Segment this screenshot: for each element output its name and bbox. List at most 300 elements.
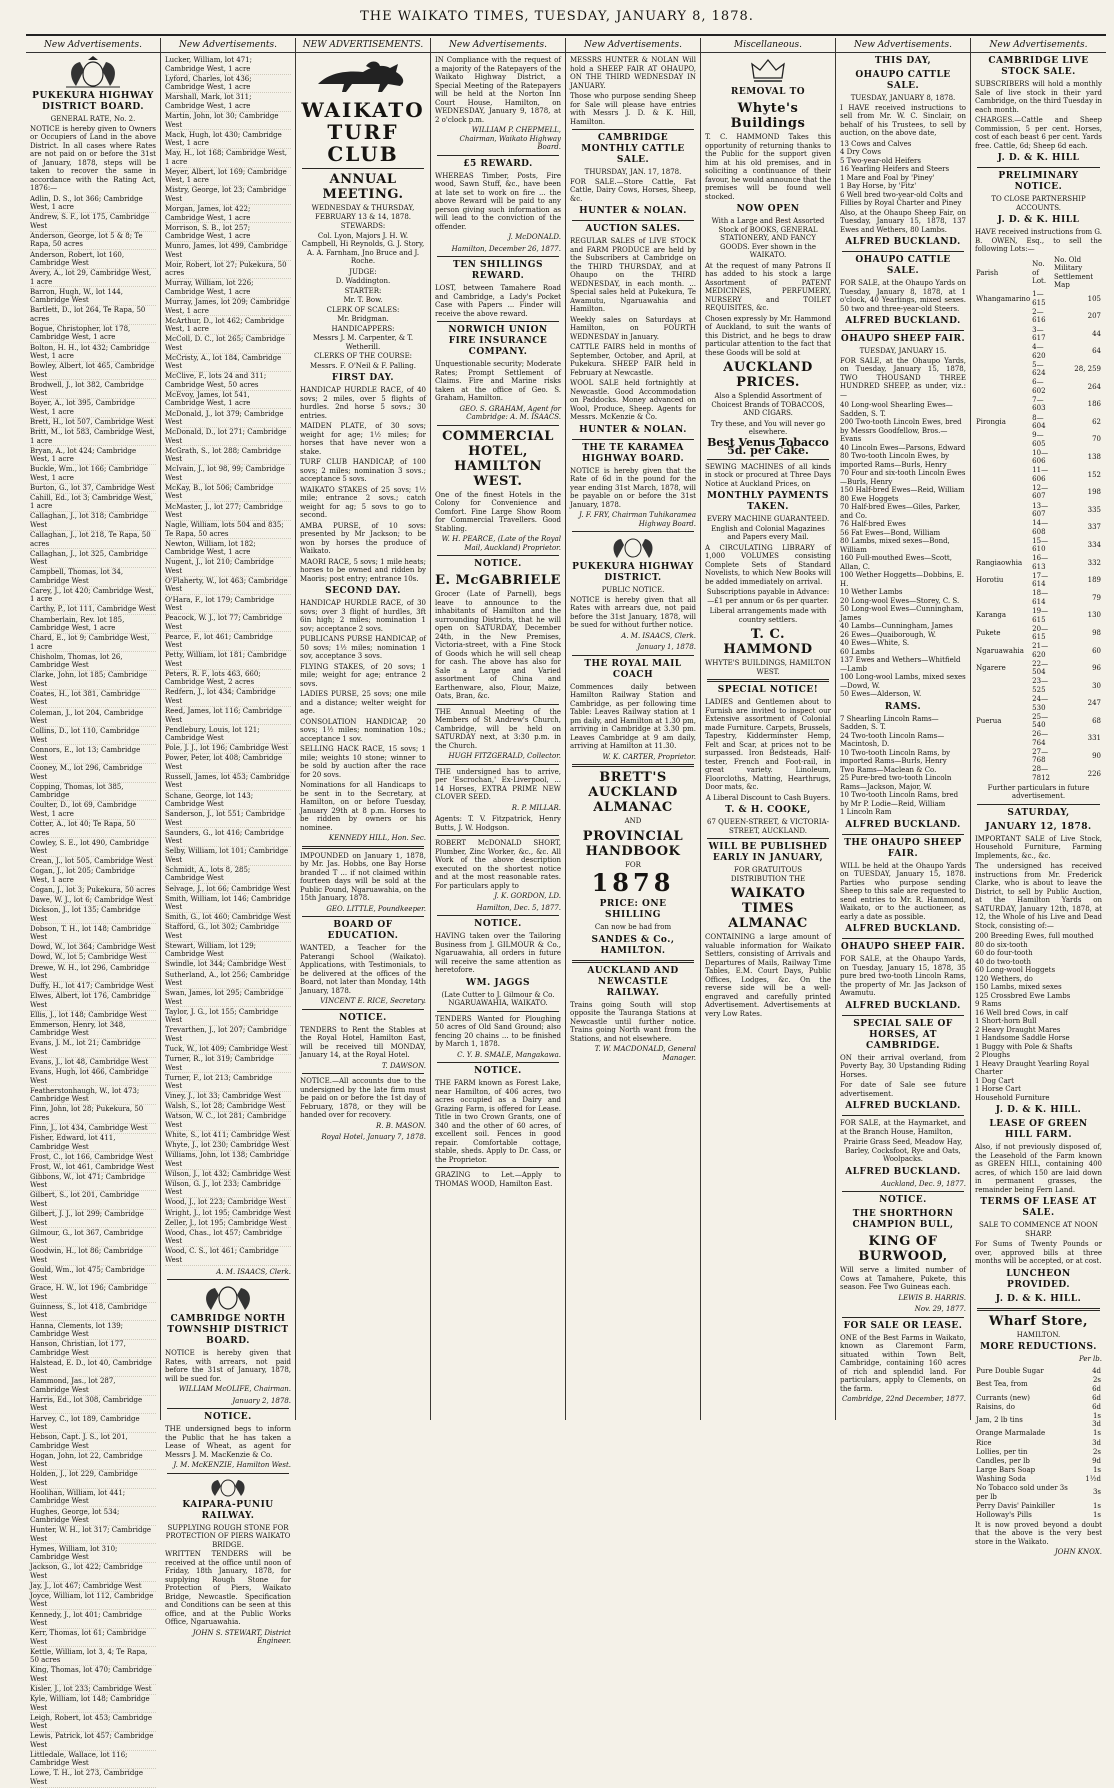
course-clerks: Messrs. F. O'Neil & F. Palling. (310, 361, 416, 370)
ratepayer-entry: Williams, John, lot 138; Cambridge West (165, 1151, 290, 1168)
ratepayer-entry: Peacock, W. J., lot 77; Cambridge West (165, 614, 291, 633)
masthead-rule (26, 34, 1106, 36)
race-event: TURF CLUB HANDICAP, of 100 sovs; 2 miles; nomination 3 sovs.; acceptance 5 sovs. (300, 458, 426, 483)
ratepayer-entry: Elwes, Albert, lot 176, Cambridge West (30, 992, 156, 1011)
notice-title: NORWICH UNION FIRE INSURANCE COMPANY. (448, 325, 548, 357)
signature: WILLIAM P. CHEPMELL, Chairman, Waikato Highway Board. (459, 126, 561, 151)
table-cell: 14—608 (1032, 519, 1049, 536)
notice-title: PUKEKURA HIGHWAY DISTRICT BOARD. (32, 91, 154, 112)
table-row (975, 290, 1102, 308)
date: January 1, 1878. (637, 643, 696, 651)
notice-title: CAMBRIDGE MONTHLY CATTLE SALE. (581, 133, 685, 165)
ratepayer-entry: Lucker, William, lot 471; Cambridge West, 1 acre (165, 56, 291, 75)
ratepayer-entry: Stewart, William, lot 129; Cambridge West (165, 942, 291, 961)
signature: ALFRED BUCKLAND. (845, 1101, 961, 1111)
table-cell: Perry Davis' Painkiller (976, 1501, 1055, 1510)
ratepayer-entry: Frost, W., lot 461, Cambridge West (30, 1162, 156, 1172)
ratepayer-entry: Cogan, J., lot 205; Cambridge West, 1 acre (30, 867, 156, 886)
notice-text: THE undersigned begs to inform the Public that he has taken a Lease of Wheat, as agent for Messrs J. M. MacKenzie & Co. (165, 1425, 291, 1459)
ratepayer-entry: Morgan, James, lot 422; Cambridge West, 1 acre (165, 205, 291, 224)
date: Cambridge, 22nd December, 1877. (841, 1395, 966, 1403)
lot-item: 24 Two-tooth Lincoln Rams—Macintosh, D. (840, 731, 945, 748)
ratepayer-entry: Schane, George, lot 143; Cambridge West (165, 791, 291, 810)
ratepayer-entry: Hogan, John, lot 22, Cambridge West (30, 1451, 156, 1470)
notice-text: FOR SALE, at the Ohaupo Yards, on Tuesday, January 15, 1878, 35 pure bred two-tooth Lincoln Rams, the property of Mr. Jas Jackson of Awamutu. (840, 955, 966, 997)
notice-title: THIS DAY, (874, 56, 932, 66)
race-event: MAIDEN PLATE, of 30 sovs; weight for age; 1½ miles; for horses that have never won a stake. (300, 422, 426, 456)
notice-text: A CIRCULATING LIBRARY of 1,000 VOLUMES consisting Complete Sets of Standard Novelists, to which New Books will be added immediately on arrival. (705, 543, 831, 586)
ratepayer-entry: Chisholm, Thomas, lot 26, Cambridge West (30, 652, 156, 671)
lot-item: 5 Two-year-old Heifers (840, 156, 921, 165)
column-heading: New Advertisements. (971, 38, 1106, 53)
signature: ALFRED BUCKLAND. (845, 316, 961, 326)
date: JANUARY 12, 1878. (985, 821, 1092, 832)
lot-item: 1 Bay Horse, by 'Fitz' (840, 182, 917, 190)
ratepayer-entry: Schmidt, A., lots 8, 285; Cambridge West (165, 866, 291, 885)
notice-text: THE Annual Meeting of the Members of St Andrew's Church, Cambridge, will be held on SATURDAY next, at 3:30 p.m. in the Church. (435, 707, 561, 750)
lot-item: 70 Half-bred Ewes—Giles, Parker, and Co. (840, 503, 961, 520)
ratepayer-entry: Chamberlain, Rev. lot 185, Cambridge West, 1 acre (30, 615, 156, 634)
discount-note: A Liberal Discount to Cash Buyers. (705, 793, 831, 802)
divider (572, 129, 694, 130)
notice-title: THE TE KARAMEA HIGHWAY BOARD. (581, 442, 685, 464)
signature: ALFRED BUCKLAND. (845, 819, 961, 830)
divider (437, 835, 559, 836)
lot-item: 150 Half-bred Ewes—Reid, William (840, 486, 965, 494)
table-row (975, 396, 1102, 414)
table-cell: 98 (1092, 628, 1101, 637)
table-row (975, 308, 1102, 326)
notice-title: NOTICE. (474, 559, 522, 569)
lot-item: 100 Long-wool Lambs, mixed sexes—Dowd, W. (840, 673, 966, 690)
ratepayer-entry: Watson, W. C., lot 281; Cambridge West (165, 1112, 291, 1131)
table-cell: 3—617 (1032, 325, 1046, 343)
column-heading: New Advertisements. (26, 38, 160, 53)
section-head: RAMS. (884, 701, 922, 712)
column-6 (701, 38, 836, 1420)
lot-item: 20 Long-wool Ewes—Storey, C. S. (840, 596, 960, 605)
ratepayer-entry: Britt, M., lot 583, Cambridge West, 1 acre (30, 428, 155, 445)
table-cell: 16—613 (1032, 554, 1049, 571)
table-cell: 2s 6d (1092, 1376, 1101, 1393)
race-event: PUBLICANS PURSE HANDICAP, of 50 sovs; 1½ miles; nomination 1 sov, acceptance 3 sovs. (300, 635, 426, 660)
notice-text: HAVING taken over the Tailoring Business from J. GILMOUR & Co., Ngaruawahia, all orders in future will receive the same attention as heretofore. (435, 932, 561, 974)
table-cell: 1—615 (1032, 290, 1046, 307)
section-head: HANDICAPPERS: (331, 324, 395, 333)
notice-title: THE ROYAL MAIL COACH (584, 658, 682, 680)
notice-text: FOR SALE, at the Ohaupo Yards on Tuesday, January 8, 1878, at 1 o'clock, 40 Yearlings, mixed sexes. 50 two and three-year-old Steers. (840, 279, 966, 313)
notice-text: SEWING MACHINES of all kinds in stock or procured at Three Days Notice at Auckland Prices, on (705, 462, 831, 488)
store-place: HAMILTON. (1016, 1330, 1061, 1339)
ratepayer-entry: Redfern, J., lot 434; Cambridge West (165, 688, 291, 707)
notice-text: Grocer (Late of Parnell), begs leave to announce to the inhabitants of Hamilton and the surrounding Districts, that he will open on SATURDAY, December 24th, in the New Premises, Victoria-street, with a Fine Stock of Goods which he will sell cheap for cash. The above has also for Sale a Large and Varied assortment of China and Earthenware, also, Flour, Maize, Oats, Bran, &c. (435, 590, 561, 700)
divider (167, 1279, 289, 1280)
divider (842, 251, 964, 252)
price-unit: Per lb. (1078, 1355, 1102, 1364)
notice-text: ROBERT McDONALD SHORT, Plumber, Zinc Worker, &c., &c. All Work of the above description executed on the shortest notice and at the most reasonable rates. For particulars apply to (435, 839, 561, 890)
section-head: STARTER: (344, 286, 382, 295)
table-cell: Large Bars Soap (976, 1465, 1036, 1474)
signature: J. McDONALD. (508, 233, 561, 241)
ratepayer-entry: Coulter, D., lot 69, Cambridge West, 1 acre (30, 801, 156, 820)
notice-text: NOTICE is hereby given to Owners or Occupiers of Land in the above District. In all cases where Rates are not paid on or before the 31st of January, 1878, steps will be taken to recover the same in accordance with the Rating Act, 1876:— (30, 124, 156, 192)
ratepayer-entry: Gilbert, S., lot 201, Cambridge West (30, 1191, 156, 1210)
table-cell: Pukete (976, 628, 1001, 637)
notice-text: Trains going South will stop opposite the Tauranga Stations at Newcastle until further notice. Trains going North want from the Stations, and not elsewhere. (570, 1000, 696, 1043)
notice-subtitle: FOR GRATUITOUS DISTRIBUTION THE (730, 866, 806, 883)
notice-text: Weekly sales on Saturdays at Hamilton, on FOURTH WEDNESDAY in January. (570, 315, 696, 341)
ratepayer-entry: Marshall, Mark, lot 311; Cambridge West, 1 acre (165, 93, 291, 112)
notice-subtitle: PUBLIC NOTICE. (601, 586, 665, 594)
ratepayer-entry: Campbell, Thomas, lot 34, Cambridge West (30, 568, 156, 587)
table-row (975, 448, 1102, 466)
table-cell: Pure Double Sugar (976, 1367, 1044, 1376)
date: TUESDAY, JANUARY 8, 1878. (850, 94, 956, 102)
ratepayer-entry: Gilmour, G., lot 367, Cambridge West (30, 1228, 156, 1247)
ratepayer-entry: McArthur, D., lot 462; Cambridge West, 1 acre (165, 316, 291, 335)
lot-list (840, 140, 966, 208)
table-cell: Rangiaowhia (976, 558, 1023, 567)
table-row (975, 554, 1102, 572)
store-subtitle: MORE REDUCTIONS. (980, 1342, 1097, 1353)
masthead-title: THE WAIKATO TIMES, TUESDAY, JANUARY 8, 1878. (360, 9, 754, 24)
lot-item: 60 do four-tooth (975, 949, 1033, 958)
race-event: MAORI RACE, 5 sovs; 1 mile heats; horses to be owned and ridden by Maoris; post entry; entrance 10s. (300, 557, 426, 583)
ratepayer-entry: Bowley, Albert, lot 465, Cambridge West (30, 362, 155, 379)
ratepayer-entry: Hammond, Jas., lot 287, Cambridge West (30, 1377, 156, 1396)
ratepayer-entry: Lewis, Patrick, lot 457; Cambridge West (30, 1732, 156, 1751)
race-event: LADIES PURSE, 25 sovs; one mile and a distance; welter weight for age. (300, 690, 426, 715)
table-cell: 226 (1087, 769, 1101, 778)
ratepayer-entry: McCristy, A., lot 184, Cambridge West (165, 354, 291, 373)
event-list (300, 599, 426, 779)
ratepayer-entry: Munro, James, lot 499, Cambridge West (165, 242, 291, 261)
notice-title: THE SHORTHORN CHAMPION BULL, (852, 1209, 954, 1230)
notice-text: For Sums of Twenty Pounds or over, approved bills at three months will be accepted, or at cost. (975, 1240, 1102, 1266)
ratepayer-entry: Power, Peter, lot 408; Cambridge West (165, 754, 291, 773)
table-cell: 105 (1087, 294, 1101, 303)
ratepayer-entry: Callaghan, J., lot 218, Te Rapa, 50 acres (30, 531, 156, 550)
signature: J. M. McKENZIE, Hamilton West. (173, 1461, 291, 1470)
lot-list (840, 401, 966, 699)
table-cell: 12—607 (1032, 483, 1049, 501)
ratepayer-entry: Mack, Hugh, lot 430; Cambridge West, 1 acre (165, 130, 291, 149)
tobacco-price: Best Venus Tobacco 5d. per Cake. (707, 435, 829, 457)
price-row (975, 1447, 1102, 1456)
table-cell: 6—602 (1032, 378, 1046, 395)
notice-text: CHARGES.—Cattle and Sheep Commission, 5 per cent. Horses, cost of each beast 6 per cent. Yards free. Cattle, 6d; Sheep 6d each. (975, 116, 1102, 150)
lot-item: 10 Two-tooth Lincoln Rams, bred by Mr P. Lodie—Reid, William (840, 791, 959, 808)
lot-item: 80 Ewe Hoggets (840, 494, 899, 503)
table-cell (975, 484, 1031, 502)
notice-text: ONE of the Best Farms in Waikato, known as Claremont Farm, situated within Town Belt, Cambridge, containing 160 acres of rich and splendid land. For particulars, apply to Clements, on the farm. (840, 1333, 966, 1393)
notice-text: English and Colonial Magazines and Papers every Mail. (711, 524, 825, 541)
signature: HUNTER & NOLAN. (579, 206, 687, 216)
race-event: CONSOLATION HANDICAP, 20 sovs; 1½ miles; nomination 10s.; acceptance 1 sov. (300, 717, 426, 743)
table-cell (975, 765, 1031, 783)
ratepayer-entry: Morrison, S. B., lot 257; Cambridge West, 1 acre (165, 223, 291, 242)
ratepayer-entry: Leigh, Robert, lot 453; Cambridge West (30, 1713, 156, 1732)
lot-item: 1 Dog Cart (975, 1076, 1014, 1085)
table-row (975, 413, 1102, 431)
lot-item: 7 Shearling Lincoln Rams—Sadden, S. T. (840, 714, 939, 731)
notice-title: CAMBRIDGE NORTH TOWNSHIP DISTRICT BOARD. (167, 1314, 289, 1347)
table-cell: 6d (1092, 1402, 1101, 1411)
table-cell: 332 (1087, 558, 1101, 567)
column-heading: New Advertisements. (836, 38, 970, 53)
notice-subtitle: SUPPLYING ROUGH STONE FOR PROTECTION OF PIERS WAIKATO BRIDGE. (165, 1523, 291, 1549)
race-event: HANDICAP HURDLE RACE, of 30 sovs; over 3 flight of hurdles, 3ft 6in high; 2 miles; nomination 1 sov; acceptance 2 sovs. (300, 599, 426, 633)
ratepayer-entry: Carthy, P., lot 111, Cambridge West (30, 605, 156, 614)
signature: T. C. HAMMOND (723, 627, 813, 657)
ratepayer-entry: Nagle, William, lots 504 and 835; Te Rapa, 50 acres (165, 521, 291, 540)
lot-item: 4 Dry Cows (840, 148, 881, 156)
column-heading: NEW ADVERTISEMENTS. (296, 38, 430, 53)
notice-text: Those who purpose sending Sheep for Sale will please have entries with Messrs J. D. & K. Hill, Hamilton. (570, 92, 696, 126)
signature: W. K. CARTER, Proprietor. (602, 752, 696, 761)
ratepayer-entry: Reed, James, lot 116; Cambridge West (165, 707, 291, 726)
notice-text: NOTICE is hereby given that the Rate of 6d in the pound for the year ending 31st March, 1878, will be payable on or before the 31st January, 1878. (570, 466, 696, 509)
crown-icon (748, 56, 788, 84)
lot-item: 60 Long-wool Hoggets (975, 966, 1056, 975)
almanac-and: AND (624, 817, 642, 825)
divider (302, 1073, 424, 1074)
table-cell: 60 (1092, 646, 1101, 655)
table-row (975, 589, 1102, 607)
auckland-prices: AUCKLAND PRICES. (723, 360, 813, 390)
notice-text: IMPORTANT SALE of Live Stock, Household Furniture, Farming Implements, &c., &c. (975, 834, 1102, 860)
ratepayer-entry: Wood, Chas., lot 457; Cambridge West (165, 1228, 291, 1247)
columns (26, 38, 1106, 1786)
event-list (300, 386, 426, 583)
table-row (975, 572, 1102, 590)
table-cell (975, 308, 1031, 326)
ratepayer-entry: Zeller, J., lot 195; Cambridge West (165, 1218, 291, 1228)
date: January 2, 1878. (232, 1396, 291, 1405)
ratepayer-entry: O'Hara, F., lot 179; Cambridge West (165, 595, 291, 614)
table-cell (975, 448, 1031, 466)
notice-text: Agents: T. V. Fitzpatrick, Henry Butts, J. W. Hodgson. (435, 815, 561, 832)
ratepayer-entry: Grace, H. W., lot 196; Cambridge West (30, 1284, 156, 1303)
signature: HUGH FITZGERALD, Collector. (448, 752, 561, 760)
divider (437, 915, 559, 916)
table-cell: 30 (1092, 681, 1101, 690)
table-cell: 130 (1087, 611, 1101, 620)
notice-text: NOTICE.—All accounts due to the undersigned by the late firm must be paid on or before the 1st day of February, 1878, or they will be handed over for recovery. (300, 1077, 426, 1119)
table-cell: 96 (1092, 664, 1101, 673)
notice-title: NOTICE. (474, 919, 522, 929)
date: Auckland, Dec. 9, 1877. (881, 1179, 966, 1188)
lot-item: 2 Heavy Draught Mares (975, 1025, 1061, 1034)
ratepayer-entry: McClive, F., lots 24 and 311; Cambridge West, 50 acres (165, 372, 291, 391)
notice-text: CONTAINING a large amount of valuable information for Waikato Settlers, consisting of Arrivals and Departures of Mails, Railway Time Tables, E.M. Court Days, Public Offices, Lodges, &c. On the reverse side will be a well-engraved and carefully printed Advertisement. Advertisements at very Low Rates. (705, 933, 831, 1018)
table-cell (975, 695, 1031, 713)
table-cell (975, 360, 1031, 378)
divider (572, 531, 694, 532)
divider (302, 846, 424, 849)
signature: ALFRED BUCKLAND. (845, 237, 961, 247)
price-row (975, 1393, 1102, 1402)
ratepayer-entry: May, H., lot 168; Cambridge West, 1 acre (165, 149, 291, 168)
ratepayer-entry: Wilson, J., lot 432; Cambridge West (165, 1169, 291, 1178)
signature: JOHN S. STEWART, District Engineer. (192, 1628, 291, 1646)
divider (842, 1115, 964, 1116)
almanac-title: BRETT'S AUCKLAND ALMANAC (588, 770, 678, 815)
notice-text: WHEREAS Timber, Posts, Fire wood, Sawn Stuff, &c., have been at late set to work on fire ... the above Reward will be paid to any person giving such information as will lead to the conviction of the offender. (435, 171, 561, 231)
removal-name: Whyte's Buildings (730, 101, 806, 131)
signature: VINCENT E. RICE, Secretary. (320, 997, 426, 1005)
table-cell (975, 519, 1031, 537)
price-table (975, 1367, 1102, 1520)
table-cell: 189 (1087, 576, 1101, 585)
table-cell: 3s (1092, 1488, 1101, 1497)
table-cell (975, 431, 1031, 449)
ratepayer-entry: Boyer, A., lot 395, Cambridge West, 1 acre (30, 399, 156, 418)
date: Hamilton, Dec. 5, 1877. (476, 903, 561, 912)
notice-title: KAIPARA-PUNIU RAILWAY. (182, 1499, 274, 1521)
ratepayer-entry: Gibbons, W., lot 471; Cambridge West (30, 1173, 156, 1192)
notice-title: THE OHAUPO SHEEP FAIR. (844, 837, 962, 859)
ratepayer-entry: Cooney, M., lot 296, Cambridge West (30, 764, 156, 783)
lot-item: 100 Wether Hoggetts—Dobbins, E. H. (840, 571, 964, 588)
ratepayer-entry: Lowe, T. H., lot 273, Cambridge West (30, 1769, 156, 1788)
ratepayer-entry: Anderson, Robert, lot 160, Cambridge West (30, 250, 156, 269)
table-cell: Raisins, do (976, 1402, 1015, 1411)
ratepayer-entry: Gould, Wm., lot 475; Cambridge West (30, 1266, 156, 1285)
table-cell: 19—615 (1032, 607, 1049, 624)
lot-item: 76 Half-bred Ewes (840, 520, 906, 528)
ratepayer-entry: McEvoy, James, lot 541, Cambridge West, 1 acre (165, 391, 291, 410)
divider (572, 220, 694, 221)
lot-item: 70 Four and six-tooth Lincoln Ewes—Burls, Henry (840, 469, 966, 486)
ratepayer-entry: Evans, J. M., lot 21; Cambridge West (30, 1039, 156, 1058)
ratepayer-entry: Wood, J., lot 223; Cambridge West (165, 1198, 291, 1208)
ratepayer-entry: Anderson, George, lot 5 & 8; Te Rapa, 50 acres (30, 232, 156, 251)
divider (437, 155, 559, 156)
divider (437, 704, 559, 705)
notice-text: Unquestionable security; Moderate Rates; Prompt Settlement of Claims. Fire and Marine risks taken at the office of Geo. S. Graham, Hamilton. (435, 360, 561, 402)
divider (167, 1408, 289, 1409)
table-cell (975, 589, 1031, 607)
ratepayer-entry: White, S., lot 411; Cambridge West (165, 1131, 290, 1140)
ratepayer-entry: McIvain, J., lot 98, 99; Cambridge West (165, 465, 291, 484)
lot-item: 16 Yearling Heifers and Steers (840, 165, 950, 173)
lot-item: 26 Ewes—Quaiborough, W. (840, 630, 937, 639)
ratepayer-entry: Newton, William, lot 182; Cambridge West, 1 acre (165, 539, 291, 558)
table-cell: 9—605 (1032, 431, 1046, 448)
notice-text: SUBSCRIBERS will hold a monthly Sale of live stock in their yard Cambridge, on the third Tuesday in each month. (975, 80, 1102, 114)
table-cell: 21—620 (1032, 642, 1049, 659)
table-cell: No Tobacco sold under 3s per lb (976, 1484, 1068, 1501)
price-row (975, 1466, 1102, 1475)
lot-item: 2 Ploughs (975, 1051, 1010, 1060)
notice-title: REMOVAL TO (730, 87, 806, 97)
price-row (975, 1376, 1102, 1394)
table-cell: 207 (1087, 312, 1101, 321)
divider (707, 679, 829, 682)
notice-title: OHAUPO CATTLE SALE. (855, 255, 951, 276)
race-event: FLYING STAKES, of 20 sovs; 1 mile; weight for age; entrance 2 sovs. (300, 662, 426, 688)
divider (302, 168, 424, 169)
notice-text: Prairie Grass Seed, Meadow Hay, Barley, Cocksfoot, Rye and Oats, Woolpacks. (843, 1138, 963, 1163)
race-event: AMBA PURSE, of 10 sovs: presented by Mr Jackson; to be won by horses the produce of Waikato. (300, 521, 426, 555)
ratepayer-entry: Adlin, D. S., lot 366; Cambridge West, 1 acre (30, 195, 156, 214)
divider (437, 425, 559, 426)
table-cell: Ngarere (976, 664, 1006, 673)
notice-subtitle: TO CLOSE PARTNERSHIP ACCOUNTS. (991, 195, 1086, 212)
ratepayer-entry: Dobson, T. H., lot 148; Cambridge West (30, 924, 156, 943)
ratepayer-entry: Hunter, W. H., lot 317; Cambridge West (30, 1526, 156, 1545)
ratepayer-entry: Cotter, A., lot 40; Te Rapa, 50 acres (30, 820, 156, 839)
notice-title: TERMS OF LEASE AT SALE. (980, 1197, 1097, 1219)
ratepayer-entry: Hymes, William, lot 310; Cambridge West (30, 1544, 156, 1563)
table-cell: Orange Marmalade (976, 1429, 1046, 1438)
ratepayer-entry: Sutherland, A., lot 256; Cambridge West (165, 970, 290, 988)
table-cell: 13—607 (1032, 501, 1049, 519)
divider (437, 1167, 559, 1168)
table-cell: Puerua (976, 716, 1002, 725)
ratepayer-entry: Pendlebury, Louis, lot 121; Cambridge West (165, 725, 291, 744)
lot-item: 80 Lambs, mixed sexes—Bond, William (840, 537, 950, 554)
notice-text: HAVE received instructions from G. B. OWEN, Esq., to sell the following Lots:— (975, 228, 1102, 253)
table-cell: 2s (1092, 1447, 1101, 1456)
column-heading: New Advertisements. (431, 38, 565, 53)
payments: MONTHLY PAYMENTS TAKEN. (707, 491, 829, 512)
ratepayer-entry: Saunders, G., lot 416; Cambridge West (165, 828, 291, 847)
ratepayer-entry: Bryan, A., lot 424; Cambridge West, 1 acre (30, 446, 156, 465)
starter: Mr. T. Bow. (343, 296, 383, 304)
table-cell: 1s (1092, 1465, 1101, 1474)
table-cell: 4d (1092, 1367, 1101, 1376)
table-cell: 27—768 (1032, 747, 1049, 765)
divider (842, 834, 964, 835)
column-7 (836, 38, 971, 1420)
signature: ALFRED BUCKLAND. (845, 1000, 961, 1011)
ratepayer-entry: Andrew, S. F., lot 175, Cambridge West (30, 213, 156, 232)
ratepayer-entry: Drewe, W. H., lot 296, Cambridge West (30, 963, 156, 982)
table-cell: Pirongia (976, 417, 1006, 426)
ratepayer-entry: Dawe, W. J., lot 6; Cambridge West (30, 896, 156, 906)
notice-title: LEASE OF GREEN HILL FARM. (989, 1119, 1088, 1141)
column-heading: New Advertisements. (566, 38, 700, 53)
divider (167, 1473, 289, 1474)
masthead (0, 0, 1114, 34)
race-event: HANDICAP HURDLE RACE, of 40 sovs; 2 miles, over 5 flights of hurdles. 2nd horse 5 sovs.; 30 entries. (300, 386, 426, 420)
notice-text: MESSRS HUNTER & NOLAN Will hold a SHEEP FAIR AT OHAUPO, ON THE THIRD WEDNESDAY IN JANUARY. (570, 56, 696, 90)
notice-title: OHAUPO CATTLE SALE. (855, 70, 951, 91)
notice-text: NOTICE is hereby given that all Rates with arrears due, not paid before the 31st January, 1878, will be sued for without further notice. (570, 595, 696, 629)
table-cell: 198 (1087, 488, 1101, 497)
ratepayer-entry: Bogue, Christopher, lot 178, Cambridge West, 1 acre (30, 325, 156, 344)
price-row (975, 1484, 1102, 1502)
lot-item: 125 Crossbred Ewe Lambs (975, 991, 1071, 1000)
notice-title: PUKEKURA HIGHWAY DISTRICT. (572, 562, 694, 583)
almanac-year: 1878 (591, 868, 675, 897)
ratepayer-entry: Lyford, Charles, lot 436; Cambridge West, 1 acre (165, 75, 291, 94)
section-head: CLERKS OF THE COURSE: (313, 352, 413, 360)
judge: D. Waddington. (335, 277, 391, 285)
ratepayer-entry: Smith, William, lot 146; Cambridge West (165, 894, 291, 912)
clerk: Mr. Bridgman. (337, 315, 389, 323)
ratepayer-entry: Coates, H., lot 381, Cambridge West (30, 690, 156, 709)
lot-item: 25 Pure-bred two-tooth Lincoln Rams—Jackson, Major, W. (840, 774, 952, 791)
notice-text: Also, at the Ohaupo Sheep Fair, on Tuesday, January 15, 1878, 137 Ewes and Wethers, 80 Lambs. (840, 208, 966, 234)
coat-of-arms-icon (193, 1283, 263, 1311)
table-cell: 1s (1092, 1510, 1101, 1519)
table-row (975, 607, 1102, 625)
notice-text: CATTLE FAIRS held in months of September, October, and April, at Pukekura. SHEEP FAIR held in February at Newcastle. (570, 343, 696, 377)
ratepayer-entry: Burton, G., lot 37, Cambridge West (30, 483, 155, 492)
